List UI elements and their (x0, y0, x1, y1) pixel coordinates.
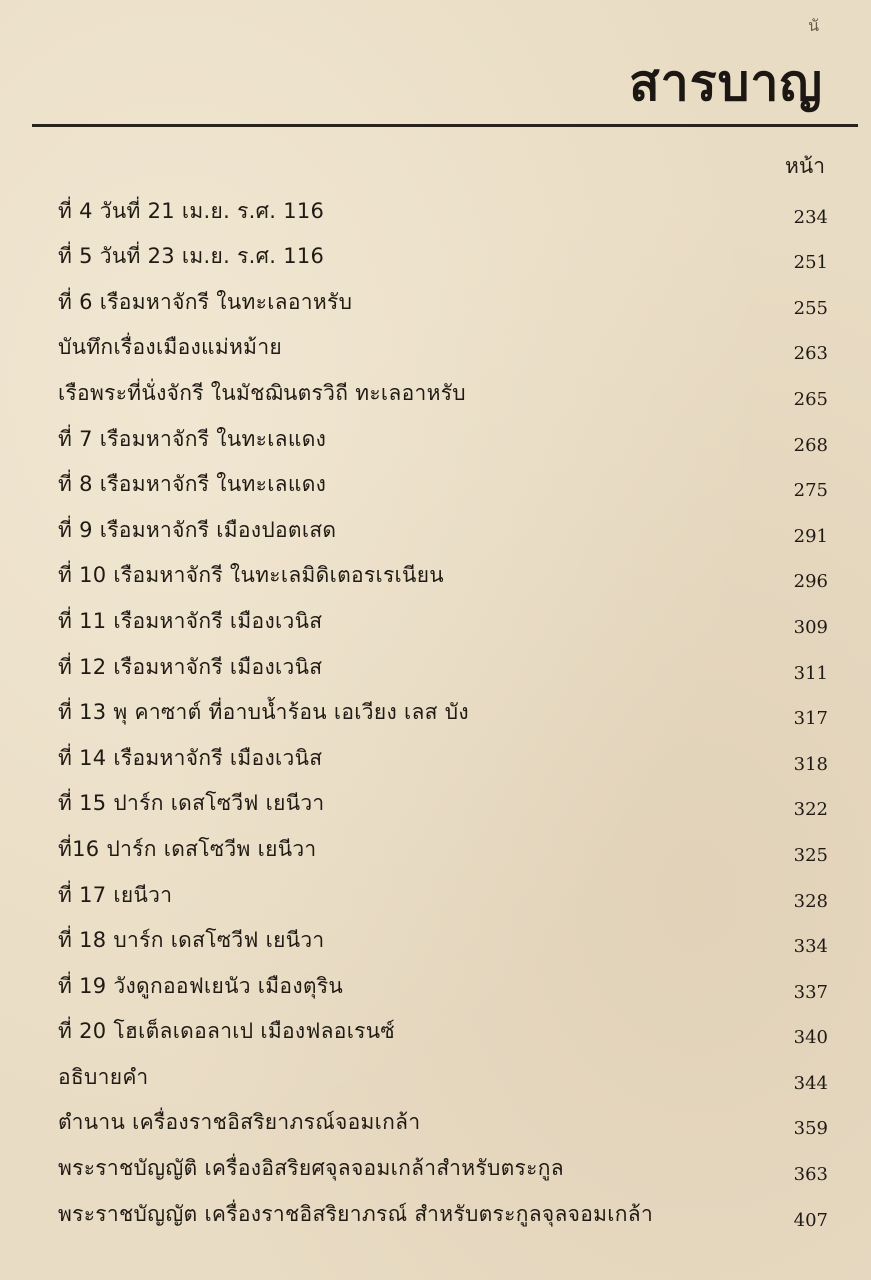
toc-entry (58, 370, 828, 416)
toc-entry (58, 234, 828, 280)
toc-entry-page: 344 (793, 1072, 828, 1094)
toc-entry-page: 325 (793, 844, 828, 866)
page-column-header: หน้า (785, 154, 825, 178)
toc-entry-label: ที่ 4 วันที่ 21 เม.ย. ร.ศ. 116 (58, 198, 325, 223)
toc-entry (58, 598, 828, 644)
toc-entry-label: ที่ 15 ปาร์ก เดสโซวีฟ เยนีวา (58, 791, 325, 816)
toc-entry-page: 334 (793, 936, 828, 958)
toc-entry-label: ที่ 8 เรือมหาจักรี ในทะเลแดง (58, 472, 327, 497)
toc-entry-label: บันทึกเรื่องเมืองแม่หม้าย (58, 335, 283, 360)
toc-entry-page: 291 (793, 525, 828, 547)
toc-entry-label: ตำนาน เครื่องราชอิสริยาภรณ์จอมเกล้า (58, 1110, 421, 1135)
toc-entry (58, 735, 828, 781)
toc-entry-page: 263 (793, 343, 828, 365)
toc-entry-label: ที่ 11 เรือมหาจักรี เมืองเวนิส (58, 608, 323, 633)
toc-entry-label: ที่ 10 เรือมหาจักรี ในทะเลมิดิเตอรเรเนียน (58, 563, 444, 588)
toc-entry-label: เรือพระที่นั่งจักรี ในมัชฌินตรวิถี ทะเลอาหรับ (58, 380, 466, 405)
toc-entry-page: 309 (793, 616, 828, 638)
toc-entry (58, 416, 828, 462)
toc-entry (58, 279, 828, 325)
toc-entry-label: อธิบายคำ (58, 1064, 149, 1089)
toc-entry-page: 296 (793, 571, 828, 593)
page-number: นั (808, 16, 819, 35)
title-divider (32, 124, 858, 127)
toc-entry-page: 255 (793, 297, 828, 319)
toc-entry-label: ที่16 ปาร์ก เดสโซวีพ เยนีวา (58, 836, 317, 861)
toc-entry (58, 963, 828, 1009)
toc-entry-page: 328 (793, 890, 828, 912)
toc-entry (58, 188, 828, 234)
toc-entry-page: 407 (793, 1209, 828, 1231)
toc-entry-label: พระราชบัญญัต เครื่องราชอิสริยาภรณ์ สำหรับตระกูลจุลจอมเกล้า (58, 1201, 654, 1226)
toc-entry (58, 644, 828, 690)
toc-entry (58, 781, 828, 827)
toc-entry-page: 322 (793, 799, 828, 821)
toc-entry (58, 1009, 828, 1055)
table-of-contents (58, 188, 828, 1237)
page-title: สารบาญ (629, 54, 823, 112)
toc-entry-label: ที่ 7 เรือมหาจักรี ในทะเลแดง (58, 426, 327, 451)
toc-entry-label: ที่ 5 วันที่ 23 เม.ย. ร.ศ. 116 (58, 244, 325, 269)
toc-entry (58, 872, 828, 918)
toc-entry (58, 690, 828, 736)
toc-entry-label: ที่ 6 เรือมหาจักรี ในทะเลอาหรับ (58, 289, 353, 314)
toc-entry-page: 318 (793, 753, 828, 775)
toc-entry-page: 340 (793, 1027, 828, 1049)
toc-entry (58, 462, 828, 508)
toc-entry-label: ที่ 20 โฮเต็ลเดอลาเป เมืองฟลอเรนซ์ (58, 1019, 395, 1044)
toc-entry (58, 325, 828, 371)
toc-entry-label: ที่ 14 เรือมหาจักรี เมืองเวนิส (58, 745, 323, 770)
toc-entry-label: พระราชบัญญัติ เครื่องอิสริยศจุลจอมเกล้าสำหรับตระกูล (58, 1156, 564, 1181)
toc-entry-page: 268 (793, 434, 828, 456)
toc-entry (58, 1054, 828, 1100)
toc-entry-page: 337 (793, 981, 828, 1003)
toc-entry (58, 1145, 828, 1191)
toc-entry (58, 1100, 828, 1146)
toc-entry (58, 826, 828, 872)
toc-entry-page: 359 (793, 1118, 828, 1140)
toc-entry-page: 317 (793, 708, 828, 730)
toc-entry-label: ที่ 9 เรือมหาจักรี เมืองปอตเสด (58, 517, 337, 542)
toc-entry-label: ที่ 18 บาร์ก เดสโซวีฟ เยนีวา (58, 928, 325, 953)
toc-entry-page: 311 (793, 662, 828, 684)
toc-entry-label: ที่ 13 พุ คาซาต์ ที่อาบน้ำร้อน เอเวียง เลส บัง (58, 700, 469, 725)
toc-entry (58, 1191, 828, 1237)
toc-entry (58, 507, 828, 553)
toc-entry-page: 275 (793, 480, 828, 502)
toc-entry-page: 265 (793, 388, 828, 410)
toc-entry (58, 918, 828, 964)
toc-entry-page: 251 (793, 252, 828, 274)
toc-entry-label: ที่ 17 เยนีวา (58, 882, 173, 907)
toc-entry-label: ที่ 12 เรือมหาจักรี เมืองเวนิส (58, 654, 323, 679)
toc-entry-label: ที่ 19 วังดูกออฟเยนัว เมืองตุริน (58, 973, 344, 998)
toc-entry (58, 553, 828, 599)
toc-entry-page: 363 (793, 1164, 828, 1186)
toc-entry-page: 234 (793, 206, 828, 228)
